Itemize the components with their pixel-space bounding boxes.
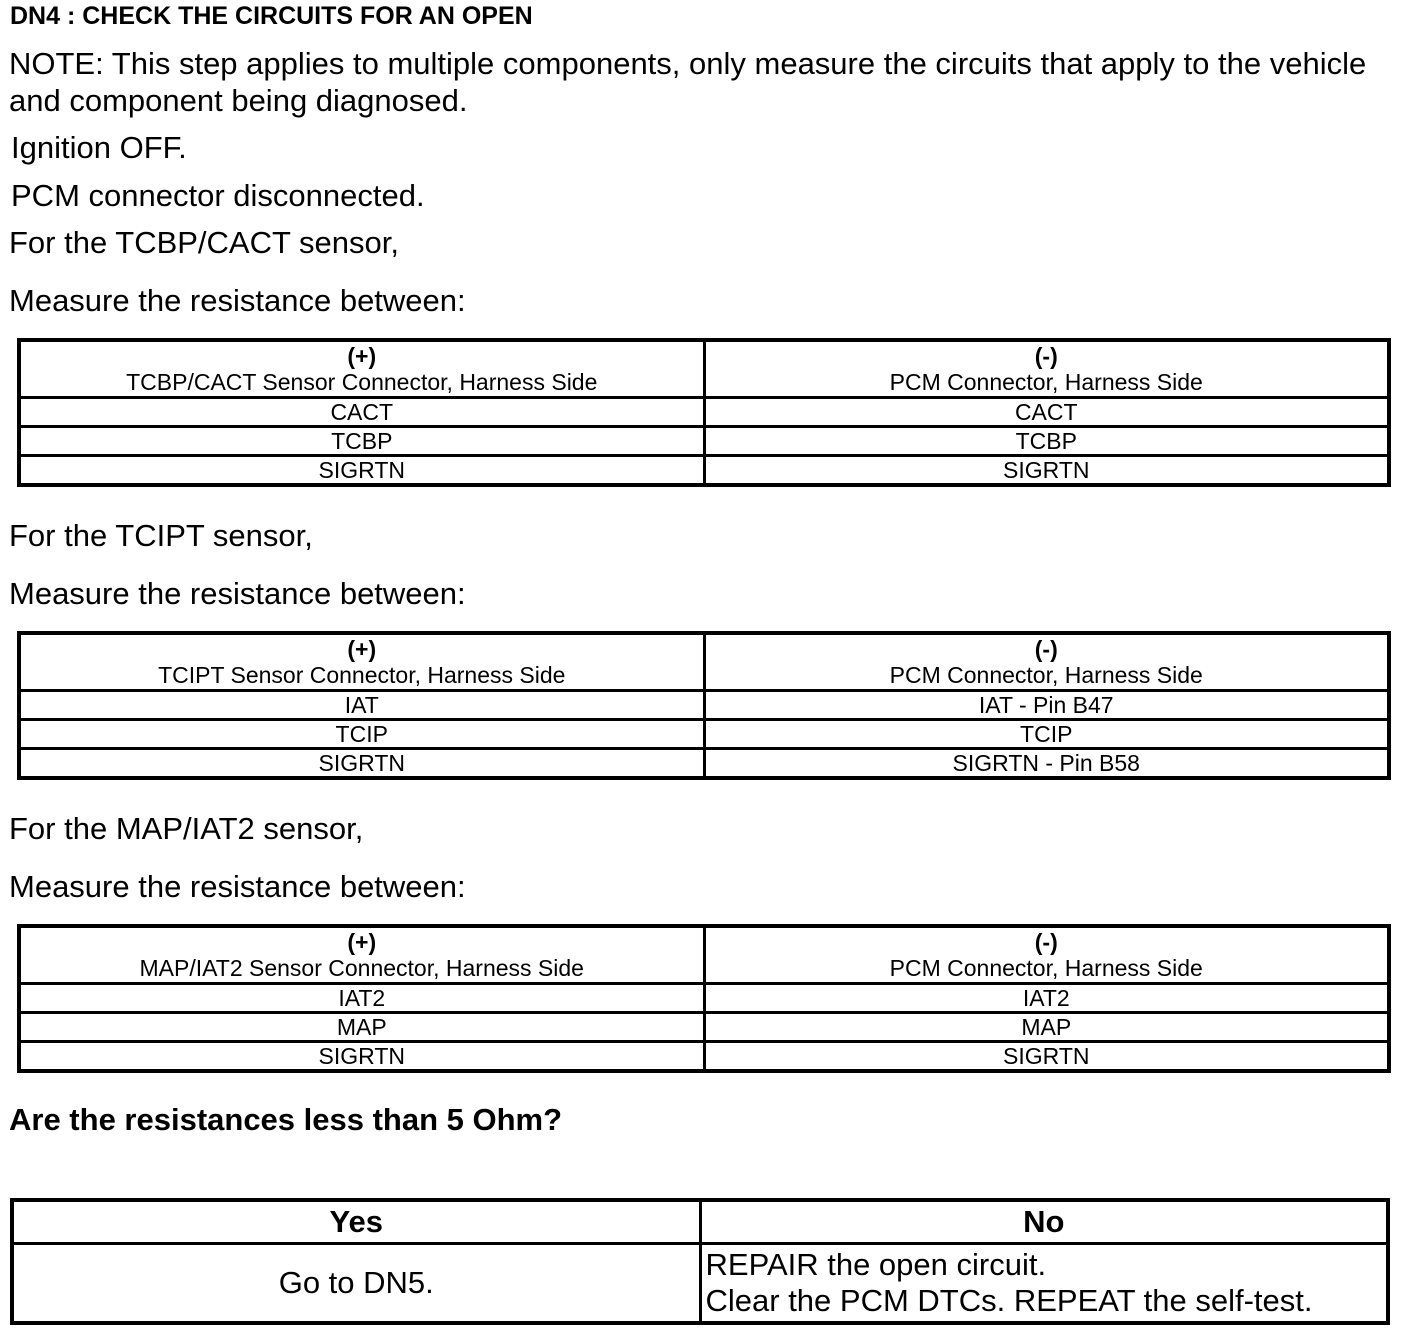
no-action: [700, 1244, 1388, 1324]
positive-sign: (+): [347, 929, 377, 955]
decision-question: Are the resistances less than 5 Ohm?: [9, 1102, 563, 1137]
table-cell: TCIP: [704, 720, 1389, 749]
table-row: [19, 456, 1389, 486]
section-measure-label: Measure the resistance between:: [9, 869, 466, 904]
positive-sign: (+): [347, 343, 377, 369]
header-label: MAP/IAT2 Sensor Connector, Harness Side: [139, 955, 584, 981]
header-label: TCIPT Sensor Connector, Harness Side: [158, 662, 566, 688]
table-cell: IAT2: [19, 984, 704, 1013]
table-cell: SIGRTN: [704, 456, 1389, 486]
measurement-table-tcipt: [17, 631, 1391, 780]
table-row: [19, 427, 1389, 456]
section-measure-label: Measure the resistance between:: [9, 283, 466, 318]
table-cell: TCIP: [19, 720, 704, 749]
table-cell: MAP: [19, 1013, 704, 1042]
table-cell: SIGRTN - Pin B58: [704, 749, 1389, 779]
header-label: PCM Connector, Harness Side: [889, 369, 1203, 395]
section-intro-tcbp-cact: For the TCBP/CACT sensor,: [9, 225, 399, 260]
condition-ignition: Ignition OFF.: [11, 130, 187, 165]
header-cell-negative: [704, 926, 1389, 984]
no-header: No: [700, 1200, 1388, 1244]
table-cell: IAT - Pin B47: [704, 691, 1389, 720]
section-measure-label: Measure the resistance between:: [9, 576, 466, 611]
table-row: [19, 749, 1389, 779]
table-cell: SIGRTN: [19, 1042, 704, 1072]
header-label: PCM Connector, Harness Side: [889, 955, 1203, 981]
result-table: [10, 1198, 1390, 1325]
no-action-line: Clear the PCM DTCs. REPEAT the self-test.: [705, 1283, 1313, 1318]
section-intro-tcipt: For the TCIPT sensor,: [9, 518, 313, 553]
table-row: [19, 984, 1389, 1013]
table-cell: IAT2: [704, 984, 1389, 1013]
header-label: PCM Connector, Harness Side: [889, 662, 1203, 688]
table-row: [19, 720, 1389, 749]
header-cell-positive: [19, 340, 704, 398]
table-cell: IAT: [19, 691, 704, 720]
table-cell: SIGRTN: [704, 1042, 1389, 1072]
negative-sign: (-): [1034, 636, 1058, 662]
condition-connector: PCM connector disconnected.: [11, 178, 425, 213]
header-cell-positive: [19, 633, 704, 691]
table-cell: SIGRTN: [19, 749, 704, 779]
measurement-table-tcbp-cact: [17, 338, 1391, 487]
negative-sign: (-): [1034, 929, 1058, 955]
table-cell: SIGRTN: [19, 456, 704, 486]
page-title: DN4 : CHECK THE CIRCUITS FOR AN OPEN: [10, 2, 533, 30]
section-intro-map-iat2: For the MAP/IAT2 sensor,: [9, 811, 364, 846]
header-label: TCBP/CACT Sensor Connector, Harness Side: [126, 369, 598, 395]
header-cell-negative: [704, 633, 1389, 691]
table-cell: TCBP: [19, 427, 704, 456]
measurement-table-map-iat2: [17, 924, 1391, 1073]
table-row: [19, 691, 1389, 720]
table-cell: MAP: [704, 1013, 1389, 1042]
note-text: NOTE: This step applies to multiple components, only measure the circuits that apply to the vehicle and component being diagnosed.: [9, 46, 1367, 118]
no-action-line: REPAIR the open circuit.: [705, 1247, 1047, 1282]
table-cell: CACT: [19, 398, 704, 427]
table-cell: CACT: [704, 398, 1389, 427]
yes-header: Yes: [12, 1200, 700, 1244]
header-cell-positive: [19, 926, 704, 984]
table-cell: TCBP: [704, 427, 1389, 456]
table-row: [19, 398, 1389, 427]
table-row: [19, 1042, 1389, 1072]
header-cell-negative: [704, 340, 1389, 398]
table-row: [19, 1013, 1389, 1042]
yes-action: Go to DN5.: [12, 1244, 700, 1324]
negative-sign: (-): [1034, 343, 1058, 369]
positive-sign: (+): [347, 636, 377, 662]
